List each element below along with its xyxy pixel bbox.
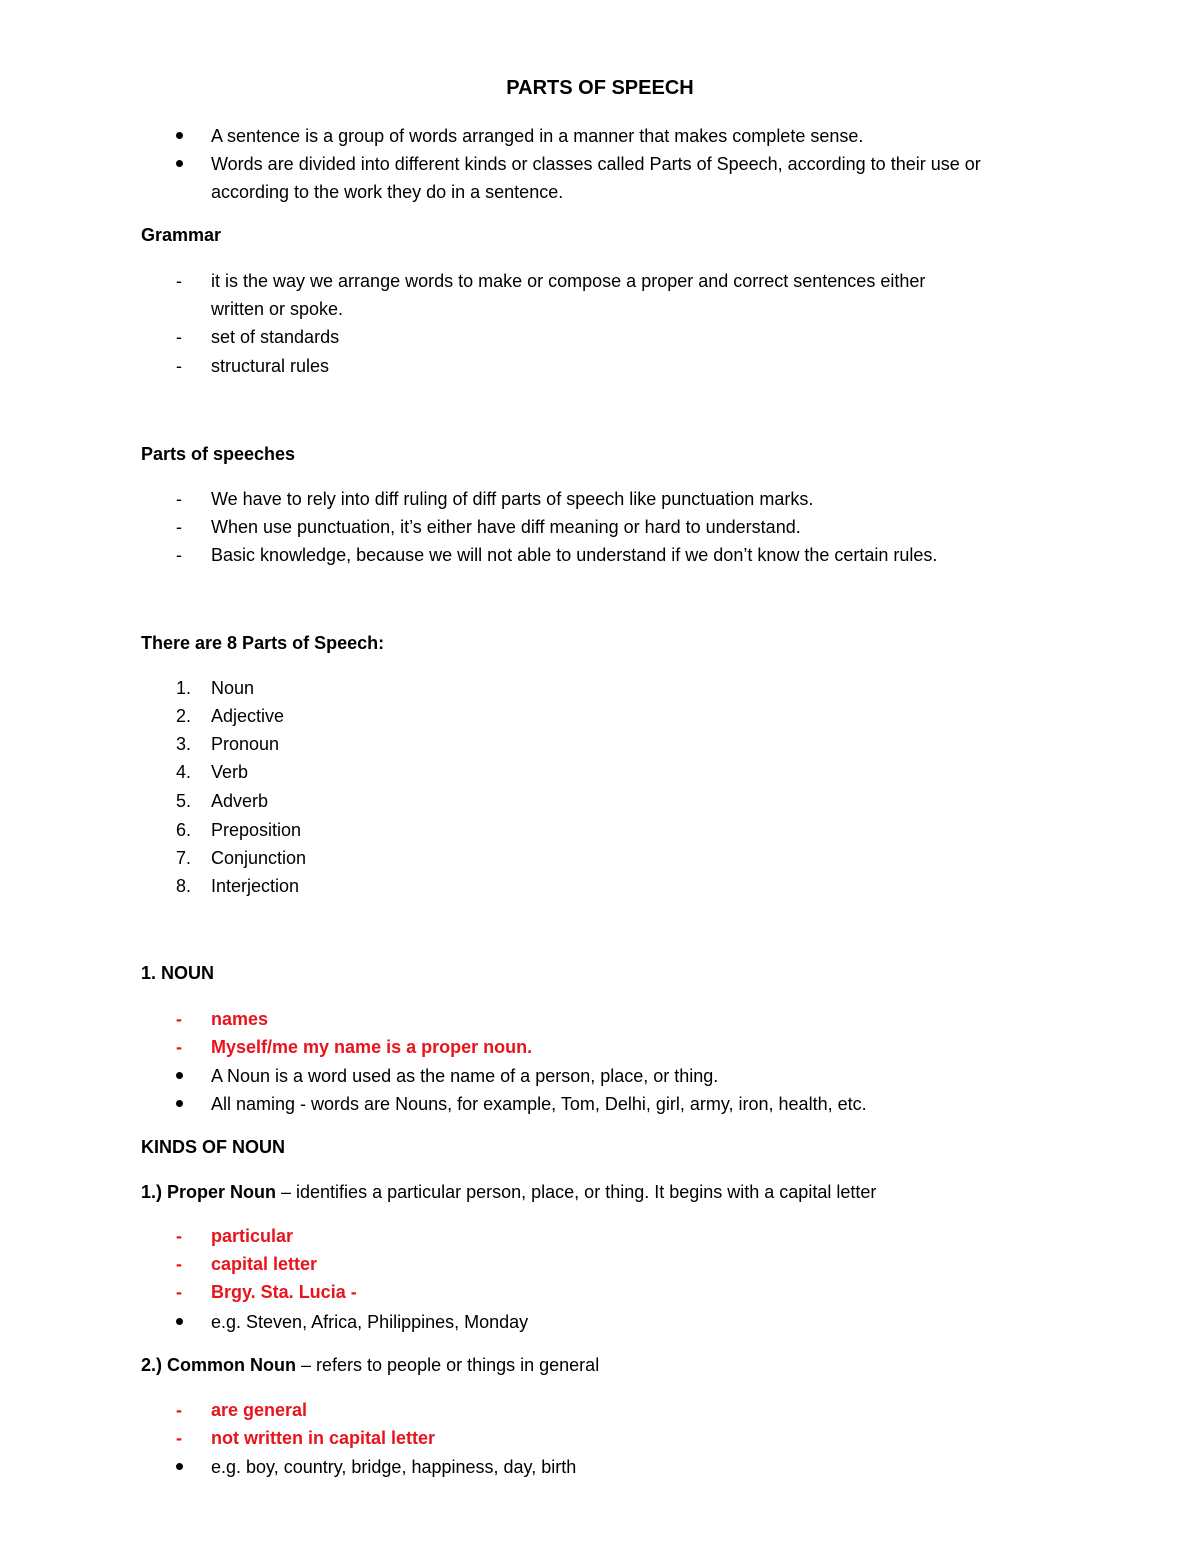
intro-line: according to the work they do in a sentence. bbox=[211, 182, 564, 202]
list-item: Pronoun bbox=[211, 734, 280, 754]
list-number: 2. bbox=[176, 706, 192, 726]
dash-marker: - bbox=[176, 517, 182, 537]
proper-example: e.g. Steven, Africa, Philippines, Monday bbox=[211, 1312, 529, 1332]
grammar-item: written or spoke. bbox=[211, 299, 344, 319]
grammar-item: structural rules bbox=[211, 356, 330, 376]
bullet-icon bbox=[176, 160, 183, 167]
list-item: Preposition bbox=[211, 820, 302, 840]
noun-red-item: Myself/me my name is a proper noun. bbox=[211, 1037, 533, 1057]
list-item: Noun bbox=[211, 678, 255, 698]
dash-marker: - bbox=[176, 1009, 182, 1029]
noun-bullet: All naming - words are Nouns, for example, Tom, Delhi, girl, army, iron, health, etc. bbox=[211, 1094, 867, 1114]
grammar-item: set of standards bbox=[211, 327, 340, 347]
common-noun-label: 2.) Common Noun bbox=[141, 1355, 296, 1375]
list-number: 3. bbox=[176, 734, 192, 754]
proper-noun-desc: – identifies a particular person, place, or thing. It begins with a capital letter bbox=[276, 1182, 877, 1202]
dash-marker: - bbox=[176, 1428, 182, 1448]
common-noun-line bbox=[141, 1356, 599, 1374]
grammar-heading: Grammar bbox=[141, 225, 222, 245]
dash-marker: - bbox=[176, 489, 182, 509]
parts-item: Basic knowledge, because we will not able to understand if we don’t know the certain rules. bbox=[211, 545, 938, 565]
page-title: PARTS OF SPEECH bbox=[506, 77, 694, 99]
list-item: Adjective bbox=[211, 706, 285, 726]
dash-marker: - bbox=[176, 1282, 182, 1302]
list-number: 7. bbox=[176, 848, 192, 868]
parts-item: When use punctuation, it’s either have diff meaning or hard to understand. bbox=[211, 517, 801, 537]
intro-line: Words are divided into different kinds or classes called Parts of Speech, according to their use or bbox=[211, 154, 981, 174]
bullet-icon bbox=[176, 1072, 183, 1079]
proper-noun-label: 1.) Proper Noun bbox=[141, 1182, 277, 1202]
noun-bullet: A Noun is a word used as the name of a person, place, or thing. bbox=[211, 1066, 719, 1086]
grammar-item: it is the way we arrange words to make or compose a proper and correct sentences either bbox=[211, 271, 926, 291]
kinds-heading: KINDS OF NOUN bbox=[141, 1137, 285, 1157]
parts-heading: Parts of speeches bbox=[141, 444, 296, 464]
list-item: Verb bbox=[211, 762, 249, 782]
dash-marker: - bbox=[176, 271, 182, 291]
bullet-icon bbox=[176, 132, 183, 139]
dash-marker: - bbox=[176, 545, 182, 565]
noun-heading: 1. NOUN bbox=[141, 963, 215, 983]
dash-marker: - bbox=[176, 1400, 182, 1420]
bullet-icon bbox=[176, 1100, 183, 1107]
parts-item: We have to rely into diff ruling of diff parts of speech like punctuation marks. bbox=[211, 489, 814, 509]
list-number: 5. bbox=[176, 791, 192, 811]
list-item: Interjection bbox=[211, 876, 300, 896]
noun-red-item: names bbox=[211, 1009, 269, 1029]
bullet-icon bbox=[176, 1318, 183, 1325]
dash-marker: - bbox=[176, 1254, 182, 1274]
proper-noun-line bbox=[141, 1183, 876, 1201]
eight-parts-heading: There are 8 Parts of Speech: bbox=[141, 633, 385, 653]
intro-line: A sentence is a group of words arranged in a manner that makes complete sense. bbox=[211, 126, 864, 146]
list-item: Conjunction bbox=[211, 848, 307, 868]
proper-red-item: Brgy. Sta. Lucia - bbox=[211, 1282, 357, 1302]
common-red-item: not written in capital letter bbox=[211, 1428, 436, 1448]
dash-marker: - bbox=[176, 1037, 182, 1057]
common-noun-desc: – refers to people or things in general bbox=[296, 1355, 600, 1375]
dash-marker: - bbox=[176, 1226, 182, 1246]
list-number: 1. bbox=[176, 678, 192, 698]
list-number: 6. bbox=[176, 820, 192, 840]
bullet-icon bbox=[176, 1463, 183, 1470]
dash-marker: - bbox=[176, 356, 182, 376]
common-example: e.g. boy, country, bridge, happiness, day, birth bbox=[211, 1457, 577, 1477]
list-item: Adverb bbox=[211, 791, 269, 811]
proper-red-item: particular bbox=[211, 1226, 294, 1246]
proper-red-item: capital letter bbox=[211, 1254, 318, 1274]
list-number: 8. bbox=[176, 876, 192, 896]
dash-marker: - bbox=[176, 327, 182, 347]
list-number: 4. bbox=[176, 762, 192, 782]
common-red-item: are general bbox=[211, 1400, 308, 1420]
